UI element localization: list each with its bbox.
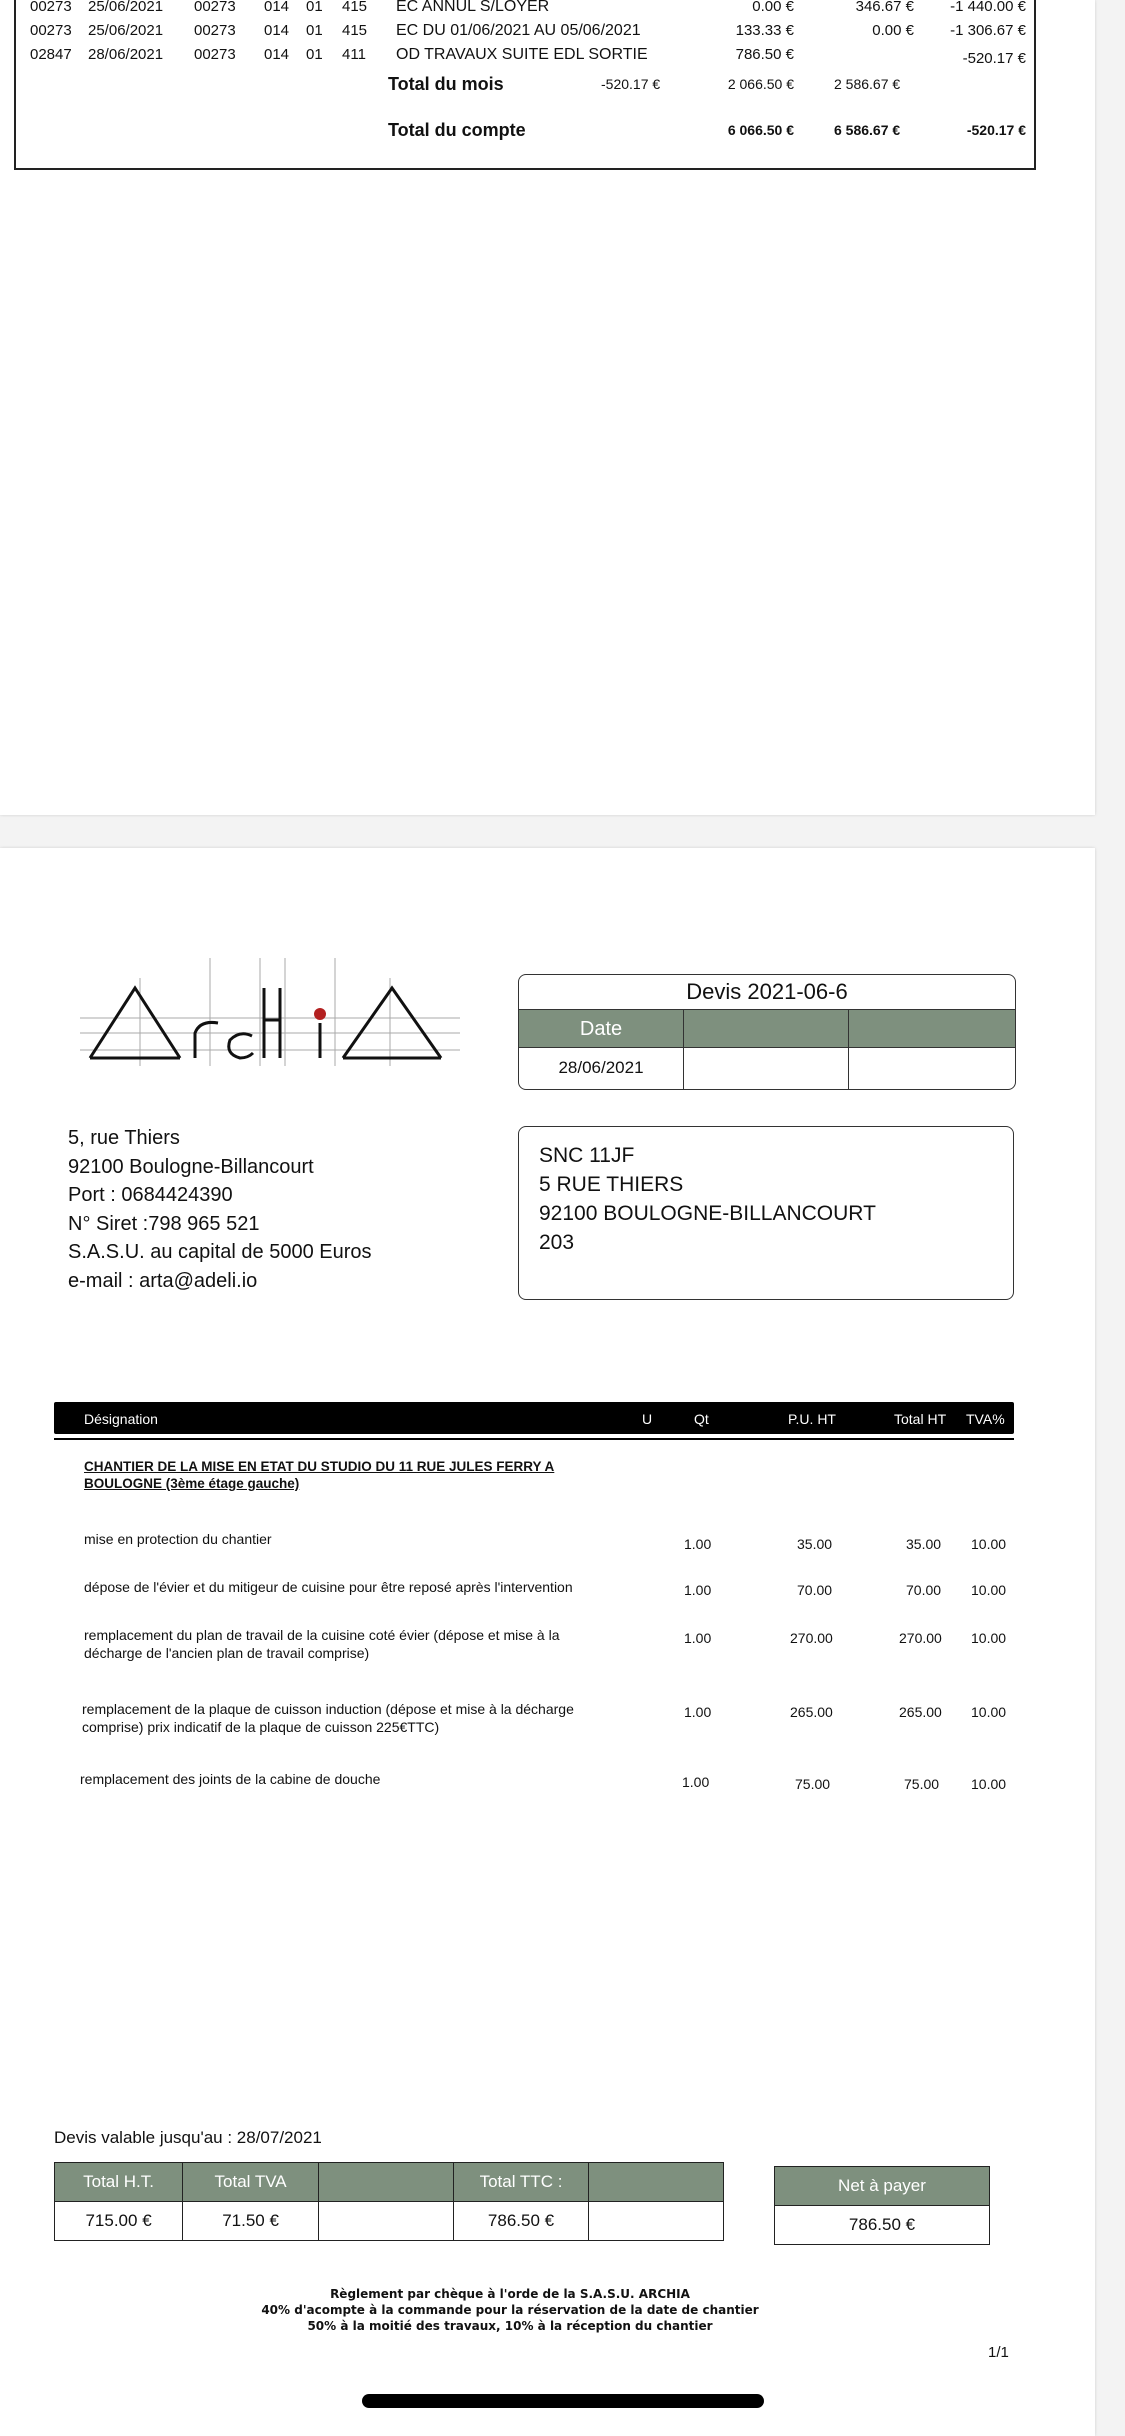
item-designation [84,1530,272,1548]
total-mois-row [16,74,1034,100]
client-ref: 203 [539,1231,575,1254]
code: 00273 [194,0,236,15]
col-b: 01 [306,0,323,15]
code: 00273 [194,22,236,39]
client-name: SNC 11JF [539,1144,635,1167]
item-pu: 70.00 [797,1582,833,1598]
solde: -520.17 € [962,50,1026,67]
company-address [68,1124,372,1295]
empty-cell [319,2202,454,2241]
item-tva: 10.00 [971,1630,1007,1646]
total-compte-credit: 6 586.67 € [834,122,901,138]
empty-cell [588,2202,723,2241]
total-ht-value: 715.00 € [55,2202,183,2241]
empty-cell [319,2163,454,2202]
total-ttc-value: 786.50 € [454,2202,588,2241]
phone: Port : 0684424390 [68,1184,233,1206]
col-b: 01 [306,46,323,63]
total-mois-credit: 2 586.67 € [834,76,901,92]
item-designation [80,1770,380,1788]
date-label: Date [519,1009,684,1048]
address-line: 92100 Boulogne-Billancourt [68,1155,314,1178]
devis-date-grid [519,1009,1015,1089]
solde: -1 306.67 € [950,22,1026,39]
col-designation: Désignation [84,1411,158,1427]
header-rule [54,1438,1014,1440]
piece: 00273 [30,22,72,39]
col-b: 01 [306,22,323,39]
item-line: comprise) prix indicatif de la plaque de cuisson 225€TTC) [82,1719,440,1735]
devis-header-box [518,974,1016,1090]
client-address-box [518,1126,1014,1300]
page-number: 1/1 [988,2344,1009,2361]
empty-cell [588,2163,723,2202]
total-ttc-label: Total TTC : [454,2163,588,2202]
date: 25/06/2021 [88,0,164,15]
col-pu: P.U. HT [788,1411,836,1427]
siret: N° Siret :798 965 521 [68,1212,260,1235]
solde: -1 440.00 € [950,0,1026,15]
date: 28/06/2021 [88,46,164,63]
net-a-payer-table [774,2166,990,2245]
date: 25/06/2021 [88,22,164,39]
item-line: dépose de l'évier et du mitigeur de cuisine pour être reposé après l'intervention [84,1579,573,1595]
code: 00273 [194,46,236,63]
validity-date: Devis valable jusqu'au : 28/07/2021 [54,2128,322,2147]
item-qt: 1.00 [684,1536,712,1552]
total-mois-debit: 2 066.50 € [727,76,794,92]
date-value: 28/06/2021 [519,1047,684,1090]
section-title-line: BOULOGNE (3ème étage gauche) [84,1476,300,1491]
devis-title: Devis 2021-06-6 [686,979,848,1004]
item-pu: 270.00 [790,1630,833,1646]
ledger-row [16,0,1034,18]
item-pu: 75.00 [795,1776,831,1792]
item-total: 75.00 [904,1776,940,1792]
total-ht-label: Total H.T. [55,2163,183,2202]
item-designation [84,1578,573,1596]
header-cell [684,1009,849,1048]
address-line: 5, rue Thiers [68,1127,180,1149]
item-total: 70.00 [906,1582,942,1598]
client-address [539,1141,876,1257]
payment-line: 50% à la moitié des travaux, 10% à la réception du chantier [307,2319,713,2333]
col-u: U [642,1411,653,1427]
capital: S.A.S.U. au capital de 5000 Euros [68,1241,372,1263]
col-c: 415 [342,0,368,15]
item-tva: 10.00 [971,1536,1007,1552]
col-total: Total HT [894,1411,947,1427]
debit: 133.33 € [735,22,794,39]
item-total: 270.00 [899,1630,942,1646]
label: OD TRAVAUX SUITE EDL SORTIE [396,46,648,63]
ledger-row [16,46,1034,66]
item-total: 35.00 [906,1536,942,1552]
totals-table [54,2162,724,2241]
item-pu: 265.00 [790,1704,833,1720]
item-tva: 10.00 [971,1776,1007,1792]
archia-logo [80,958,460,1068]
item-line: remplacement des joints de la cabine de douche [80,1771,381,1787]
item-designation [84,1626,559,1662]
credit: 346.67 € [855,0,914,15]
item-qt: 1.00 [684,1704,712,1720]
ledger-table [14,0,1036,170]
item-line: remplacement de la plaque de cuisson induction (dépose et mise à la décharge [82,1701,574,1717]
item-designation [82,1700,574,1736]
section-title [84,1458,554,1492]
piece: 00273 [30,0,72,15]
empty-cell [849,1047,1015,1090]
total-compte-row [16,120,1034,146]
client-street: 5 RUE THIERS [539,1173,684,1196]
col-c: 415 [342,22,368,39]
total-compte-debit: 6 066.50 € [727,122,794,138]
debit: 786.50 € [735,46,794,63]
credit: 0.00 € [872,22,914,39]
devis-page [0,848,1095,2436]
col-c: 411 [342,46,366,63]
label: EC ANNUL S/LOYER [396,0,550,15]
item-pu: 35.00 [797,1536,833,1552]
ledger-row [16,22,1034,42]
total-tva-label: Total TVA [183,2163,319,2202]
col-a: 014 [264,22,290,39]
empty-cell [684,1047,849,1090]
ledger-page [0,0,1095,815]
item-qt: 1.00 [684,1582,712,1598]
col-a: 014 [264,46,290,63]
label: EC DU 01/06/2021 AU 05/06/2021 [396,22,641,39]
total-tva-value: 71.50 € [183,2202,319,2241]
item-line: mise en protection du chantier [84,1531,272,1547]
total-mois-label: Total du mois [388,74,504,94]
total-compte-solde: -520.17 € [966,122,1026,138]
payment-terms [0,2286,1020,2334]
piece: 02847 [30,46,72,63]
col-a: 014 [264,0,290,15]
items-table-header [54,1402,1014,1434]
col-qt: Qt [694,1411,709,1427]
net-label: Net à payer [775,2167,990,2206]
col-tva: TVA% [966,1411,1005,1427]
item-tva: 10.00 [971,1582,1007,1598]
item-tva: 10.00 [971,1704,1007,1720]
item-total: 265.00 [899,1704,942,1720]
item-qt: 1.00 [682,1774,710,1790]
item-line: remplacement du plan de travail de la cuisine coté évier (dépose et mise à la [84,1627,560,1643]
payment-line: Règlement par chèque à l'orde de la S.A.S.U. ARCHIA [330,2287,690,2301]
item-qt: 1.00 [684,1630,712,1646]
client-city: 92100 BOULOGNE-BILLANCOURT [539,1202,876,1225]
total-mois-solde: -520.17 € [601,76,661,92]
item-line: décharge de l'ancien plan de travail comprise) [84,1645,370,1661]
section-title-line: CHANTIER DE LA MISE EN ETAT DU STUDIO DU 11 RUE JULES FERRY A [84,1459,555,1474]
net-value: 786.50 € [775,2206,990,2245]
home-indicator[interactable] [362,2394,764,2408]
header-cell [849,1009,1015,1048]
email: e-mail : arta@adeli.io [68,1269,258,1292]
total-compte-label: Total du compte [388,120,526,140]
payment-line: 40% d'acompte à la commande pour la réservation de la date de chantier [261,2303,759,2317]
debit: 0.00 € [752,0,794,15]
